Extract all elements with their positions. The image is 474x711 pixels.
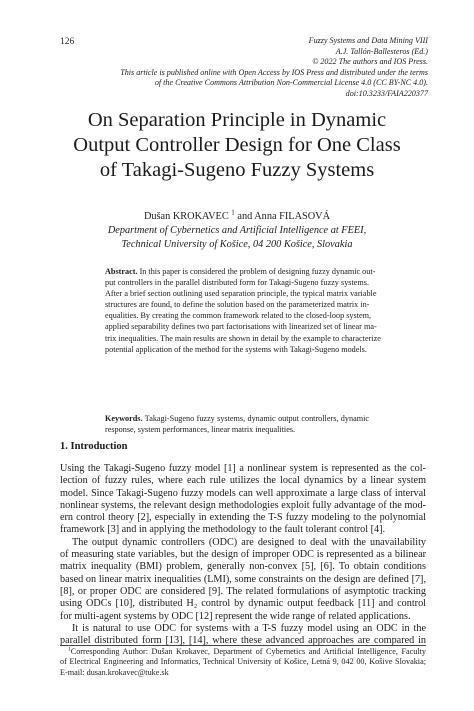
affiliation-line: Department of Cybernetics and Artificial Intelligence at FEEI, xyxy=(107,225,367,236)
header-line: A.J. Tallón-Ballesteros (Ed.) xyxy=(335,46,428,56)
abstract-line: applied separability defines two part factorisations with linearized set of linear ma- xyxy=(105,322,377,332)
title-line: On Separation Principle in Dynamic xyxy=(87,109,387,131)
body-text xyxy=(60,463,426,647)
abstract-label: Abstract. xyxy=(105,267,138,276)
body-line: parallel distributed form [13], [14], where these advanced approaches are compared in xyxy=(60,635,426,647)
body-line: framework [3] and in applying the methodology to the fault tolerant control [4]. xyxy=(60,524,386,536)
abstract xyxy=(105,266,381,355)
body-line: using ODCs [10], distributed H₂ control by dynamic output feedback [11] and control xyxy=(60,598,426,610)
section-heading: 1. Introduction xyxy=(60,441,128,452)
body-line: The output dynamic controllers (ODC) are designed to deal with the unavailability xyxy=(72,536,426,548)
header-line: of the Creative Commons Attribution Non-Commercial License 4.0 (CC BY-NC 4.0). xyxy=(154,78,428,88)
author-1: Dušan KROKAVEC xyxy=(143,211,229,222)
abstract-line: In this paper is considered the problem of designing fuzzy dynamic out- xyxy=(139,267,376,276)
abstract-line: potential application of the method for the systems with Takagi-Sugeno models. xyxy=(105,344,367,354)
abstract-line: structures are found, to define the solution based on the parameterized matrix in- xyxy=(105,300,370,310)
header-line: © 2022 The authors and IOS Press. xyxy=(312,57,428,67)
abstract-line: equalities. By creating the common framework related to the closed-loop system, xyxy=(105,311,372,321)
title-line: Output Controller Design for One Class xyxy=(73,134,401,156)
footnote-email[interactable]: E-mail: dusan.krokavec@tuke.sk xyxy=(60,667,169,677)
body-line: based on linear matrix inequalities (LMI), some constraints on the design are defined [7], xyxy=(60,573,426,585)
abstract-line: After a brief section outlining used separation principle, the typical matrix variable xyxy=(105,289,377,299)
body-line: lection of fuzzy rules, where each rule utilizes the local dynamics by a linear system xyxy=(60,475,426,487)
footnote-line: of Electrical Engineering and Informatics, Technical University of Košice, Letná 9, 042 00, Košive Slovakia; xyxy=(60,657,426,667)
title-line: of Takagi-Sugeno Fuzzy Systems xyxy=(99,159,375,181)
footnote-line: Corresponding Author: Dušan Krokavec, Department of Cybernetics and Artificial Intelligence, Faculty xyxy=(70,647,426,656)
page-number: 126 xyxy=(60,37,75,47)
body-line: of measuring state variables, but the design of improper ODC is represented as a bilinear xyxy=(60,549,426,561)
body-line: model. Since Takagi-Sugeno fuzzy models can well approximate a large class of interval xyxy=(60,487,426,499)
body-line: for multi-agent systems by ODC [12] represent the wide range of related applications. xyxy=(60,610,411,622)
author-2: and Anna FILASOVÁ xyxy=(237,211,331,222)
body-line: matrix inequality (BMI) problem, generally non-convex [5], [6]. To obtain conditions xyxy=(60,561,426,573)
abstract-line: put controllers in the parallel distributed form for Takagi-Sugeno fuzzy systems. xyxy=(105,278,369,288)
affiliation-line: Technical University of Košice, 04 200 Košice, Slovakia xyxy=(121,238,353,250)
header-line: This article is published online with Open Access by IOS Press and distributed under the terms xyxy=(120,67,428,77)
body-line: It is natural to use ODC for systems with a T-S fuzzy model using an ODC in the xyxy=(72,622,426,634)
header-line: Fuzzy Systems and Data Mining VIII xyxy=(308,36,428,45)
doi-link[interactable]: doi:10.3233/FAIA220377 xyxy=(345,88,428,98)
journal-header xyxy=(48,36,428,100)
body-line: nonlinear systems, the relevant design methodologies exploit fully advantage of the mod- xyxy=(60,499,426,511)
footnote xyxy=(60,647,426,678)
authors xyxy=(40,210,434,223)
footnote-rule xyxy=(60,645,426,646)
footnote-mark: 1 xyxy=(68,646,71,653)
body-line: ern control theory [2], especially in extending the T-S fuzzy modeling to the polynomial xyxy=(60,512,426,524)
keywords-label: Keywords. xyxy=(105,414,143,423)
keywords-line: Takagi-Sugeno fuzzy systems, dynamic output controllers, dynamic xyxy=(144,414,369,423)
keywords-line: response, system performances, linear matrix inequalities. xyxy=(105,425,296,435)
body-line: Using the Takagi-Sugeno fuzzy model [1] a nonlinear system is represented as the col- xyxy=(60,463,426,474)
footnote-mark[interactable]: 1 xyxy=(231,208,235,217)
body-line: [8], or proper ODC are considered [9]. The related formulations of asymptotic tracking xyxy=(60,585,426,597)
keywords xyxy=(105,413,369,435)
abstract-line: trix inequalities. The main results are shown in detail by the example to characterize xyxy=(105,333,381,343)
paper-title xyxy=(40,108,434,183)
affiliation xyxy=(40,224,434,251)
